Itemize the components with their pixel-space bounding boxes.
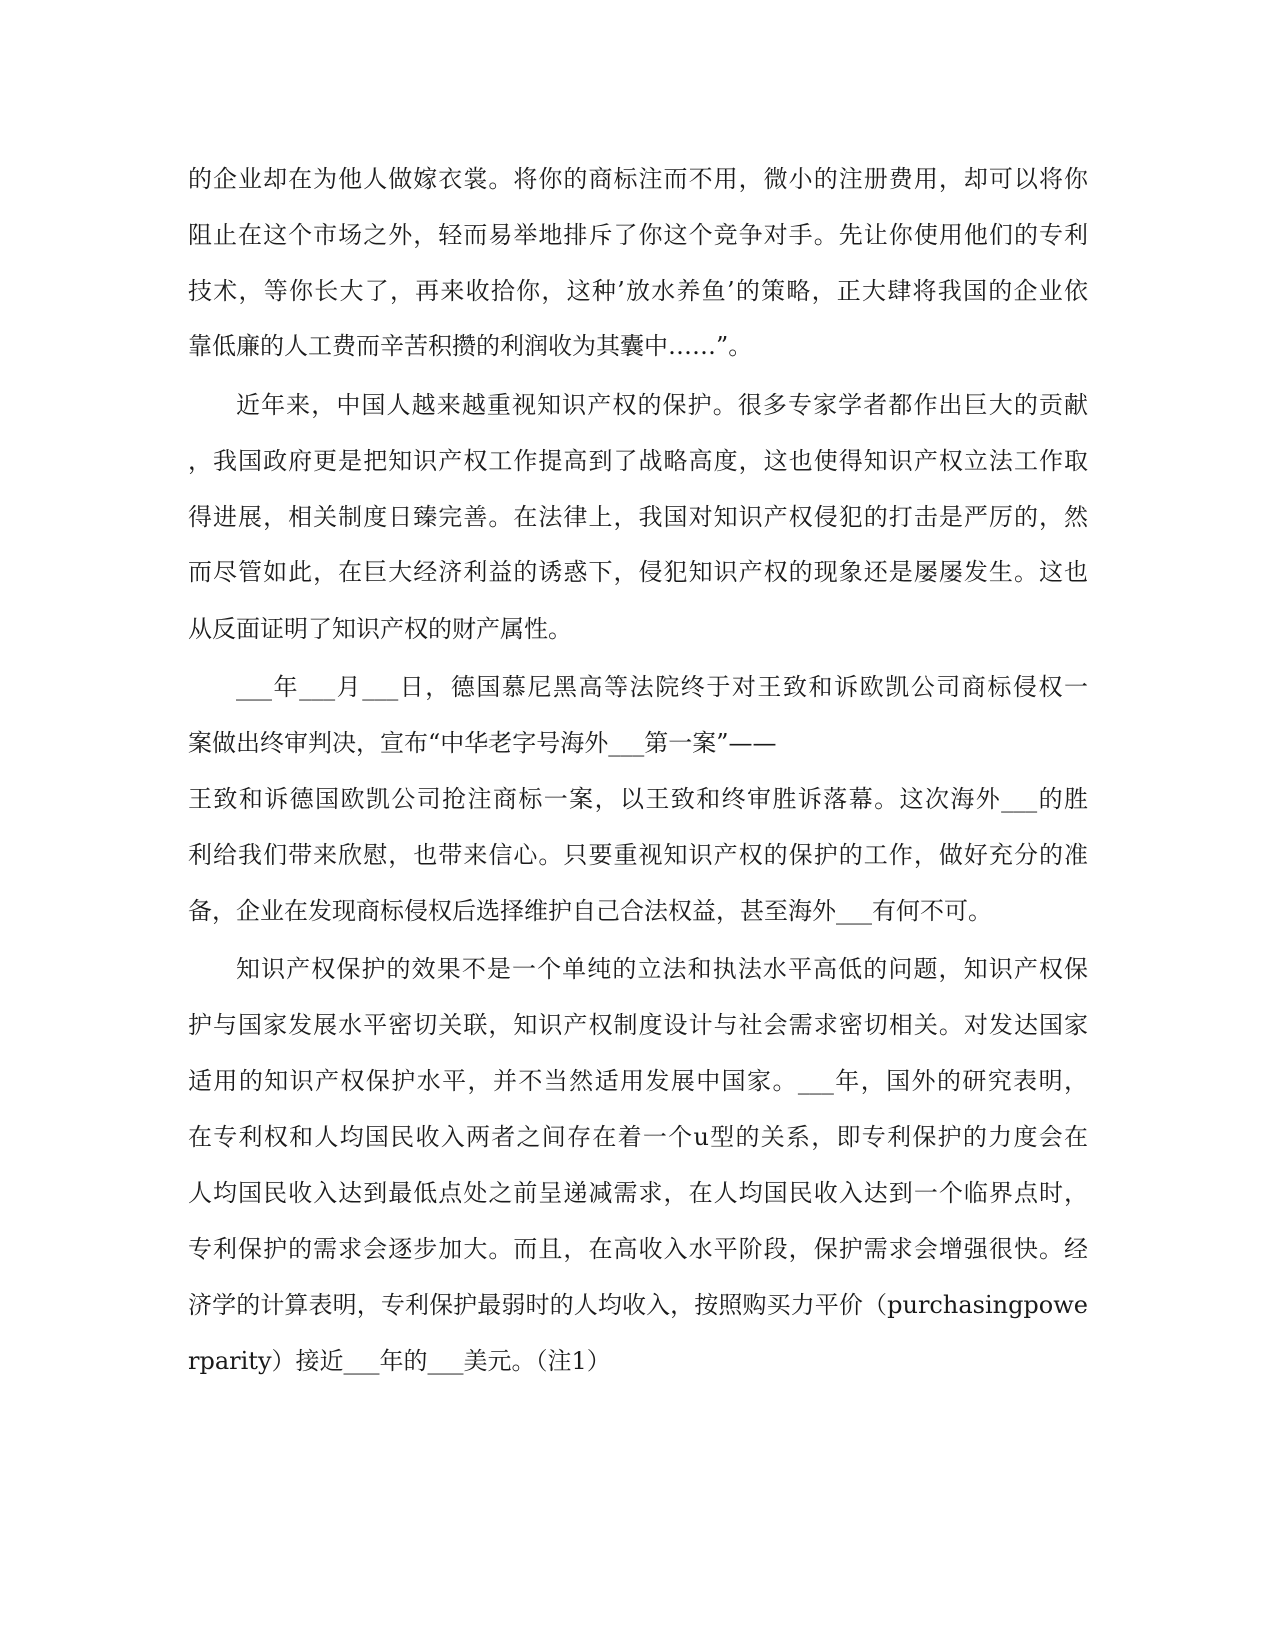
text-line: 案做出终审判决，宣布“中华老字号海外___第一案”——	[188, 729, 777, 757]
paragraph-first-line: ___年___月___日，德国慕尼黑高等法院终于对王致和诉欧凯公司商标侵权一	[236, 673, 1088, 701]
paragraph-first-line: 近年来，中国人越来越重视知识产权的保护。很多专家学者都作出巨大的贡献	[236, 391, 1088, 419]
text-line: rparity）接近___年的___美元。（注1）	[188, 1347, 611, 1375]
text-line: ，我国政府更是把知识产权工作提高到了战略高度，这也使得知识产权立法工作取	[188, 447, 1088, 475]
text-line: 的企业却在为他人做嫁衣裳。将你的商标注而不用，微小的注册费用，却可以将你	[188, 165, 1088, 193]
text-line: 从反面证明了知识产权的财产属性。	[188, 615, 572, 643]
text-line: 王致和诉德国欧凯公司抢注商标一案，以王致和终审胜诉落幕。这次海外___的胜	[188, 785, 1088, 813]
paragraph-first-line: 知识产权保护的效果不是一个单纯的立法和执法水平高低的问题，知识产权保	[236, 955, 1088, 983]
text-line: 护与国家发展水平密切关联，知识产权制度设计与社会需求密切相关。对发达国家	[188, 1011, 1088, 1039]
text-line: 靠低廉的人工费而辛苦积攒的利润收为其囊中……”。	[188, 332, 753, 360]
text-line: 人均国民收入达到最低点处之前呈递减需求，在人均国民收入达到一个临界点时，	[188, 1179, 1088, 1207]
text-line: 利给我们带来欣慰，也带来信心。只要重视知识产权的保护的工作，做好充分的准	[188, 841, 1088, 869]
text-line: 技术，等你长大了，再来收拾你，这种’放水养鱼’的策略，正大肆将我国的企业依	[188, 277, 1088, 305]
text-line: 得进展，相关制度日臻完善。在法律上，我国对知识产权侵犯的打击是严厉的，然	[188, 503, 1088, 531]
text-line: 专利保护的需求会逐步加大。而且，在高收入水平阶段，保护需求会增强很快。经	[188, 1235, 1088, 1263]
text-line: 在专利权和人均国民收入两者之间存在着一个u型的关系，即专利保护的力度会在	[188, 1123, 1088, 1151]
text-line: 阻止在这个市场之外，轻而易举地排斥了你这个竞争对手。先让你使用他们的专利	[188, 221, 1088, 249]
text-line: 而尽管如此，在巨大经济利益的诱惑下，侵犯知识产权的现象还是屡屡发生。这也	[188, 558, 1088, 586]
text-line: 适用的知识产权保护水平，并不当然适用发展中国家。___年，国外的研究表明，	[188, 1067, 1088, 1095]
text-line: 济学的计算表明，专利保护最弱时的人均收入，按照购买力平价（purchasingpowe	[188, 1291, 1088, 1319]
text-line: 备，企业在发现商标侵权后选择维护自己合法权益，甚至海外___有何不可。	[188, 897, 992, 925]
